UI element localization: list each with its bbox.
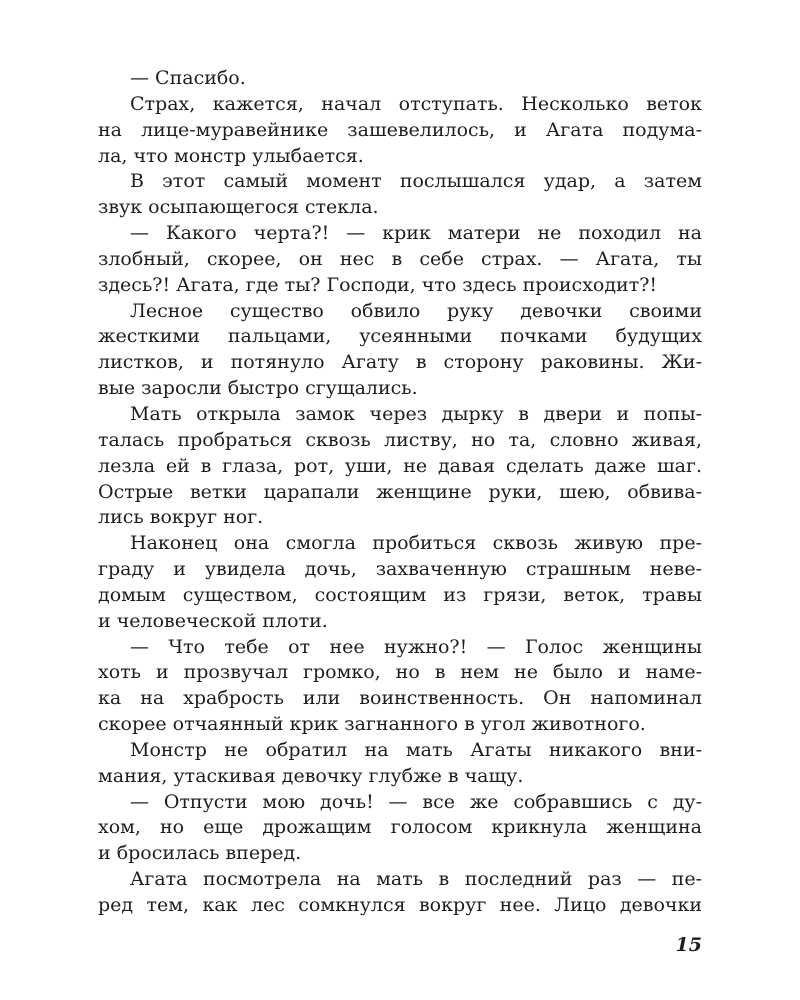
- text-line: ка на храбрость или воинственность. Он напоминал: [98, 687, 702, 710]
- text-line: лись вокруг ног.: [98, 506, 264, 529]
- text-line: домым существом, состоящим из грязи, веток, травы: [98, 583, 702, 606]
- text-line: ред тем, как лес сомкнулся вокруг нее. Лицо девочки: [98, 894, 702, 916]
- page-number: 15: [675, 934, 702, 956]
- text-line: здесь?! Агата, где ты? Господи, что здесь происходит?!: [98, 273, 658, 296]
- text-line: — Что тебе от нее нужно?! — Голос женщины: [130, 635, 702, 658]
- text-line: жесткими пальцами, усеянными почками будущих: [98, 325, 702, 348]
- text-line: листков, и потянуло Агату в сторону раковины. Жи-: [98, 351, 702, 374]
- text-line: на лице-муравейнике зашевелилось, и Агата подума-: [98, 118, 702, 141]
- text-line: Монстр не обратил на мать Агаты никакого вни-: [130, 738, 702, 761]
- text-line: Лесное существо обвило руку девочки своими: [130, 299, 702, 322]
- text-line: Страх, кажется, начал отступать. Несколько веток: [130, 92, 702, 115]
- text-line: лезла ей в глаза, рот, уши, не давая сделать даже шаг.: [98, 454, 702, 477]
- text-line: граду и увидела дочь, захваченную страшным неве-: [98, 558, 702, 581]
- text-line: вые заросли быстро сгущались.: [98, 377, 418, 400]
- text-line: звук осыпающегося стекла.: [98, 196, 379, 219]
- body-text: [98, 66, 702, 919]
- text-line: Мать открыла замок через дырку в двери и попы-: [130, 402, 702, 425]
- text-line: В этот самый момент послышался удар, а затем: [130, 170, 702, 193]
- text-line: — Спасибо.: [130, 67, 246, 89]
- text-line: Наконец она смогла пробиться сквозь живую пре-: [130, 532, 702, 555]
- text-line: мания, утаскивая девочку глубже в чащу.: [98, 764, 524, 787]
- text-line: Острые ветки царапали женщине руки, шею, обвива-: [98, 480, 702, 503]
- text-line: хом, но еще дрожащим голосом крикнула женщина: [98, 816, 702, 839]
- text-line: Агата посмотрела на мать в последний раз — пе-: [130, 868, 702, 891]
- text-line: скорее отчаянный крик загнанного в угол животного.: [98, 713, 646, 736]
- text-line: хоть и прозвучал громко, но в нем не было и наме-: [98, 661, 702, 684]
- text-line: и человеческой плоти.: [98, 609, 328, 632]
- text-line: талась пробраться сквозь листву, но та, словно живая,: [98, 428, 702, 451]
- text-line: — Какого черта?! — крик матери не походил на: [130, 222, 702, 245]
- text-line: ла, что монстр улыбается.: [98, 144, 364, 167]
- text-line: и бросилась вперед.: [98, 842, 302, 865]
- text-line: злобный, скорее, он нес в себе страх. — Агата, ты: [98, 247, 702, 270]
- text-line: — Отпусти мою дочь! — все же собравшись с ду-: [130, 790, 702, 813]
